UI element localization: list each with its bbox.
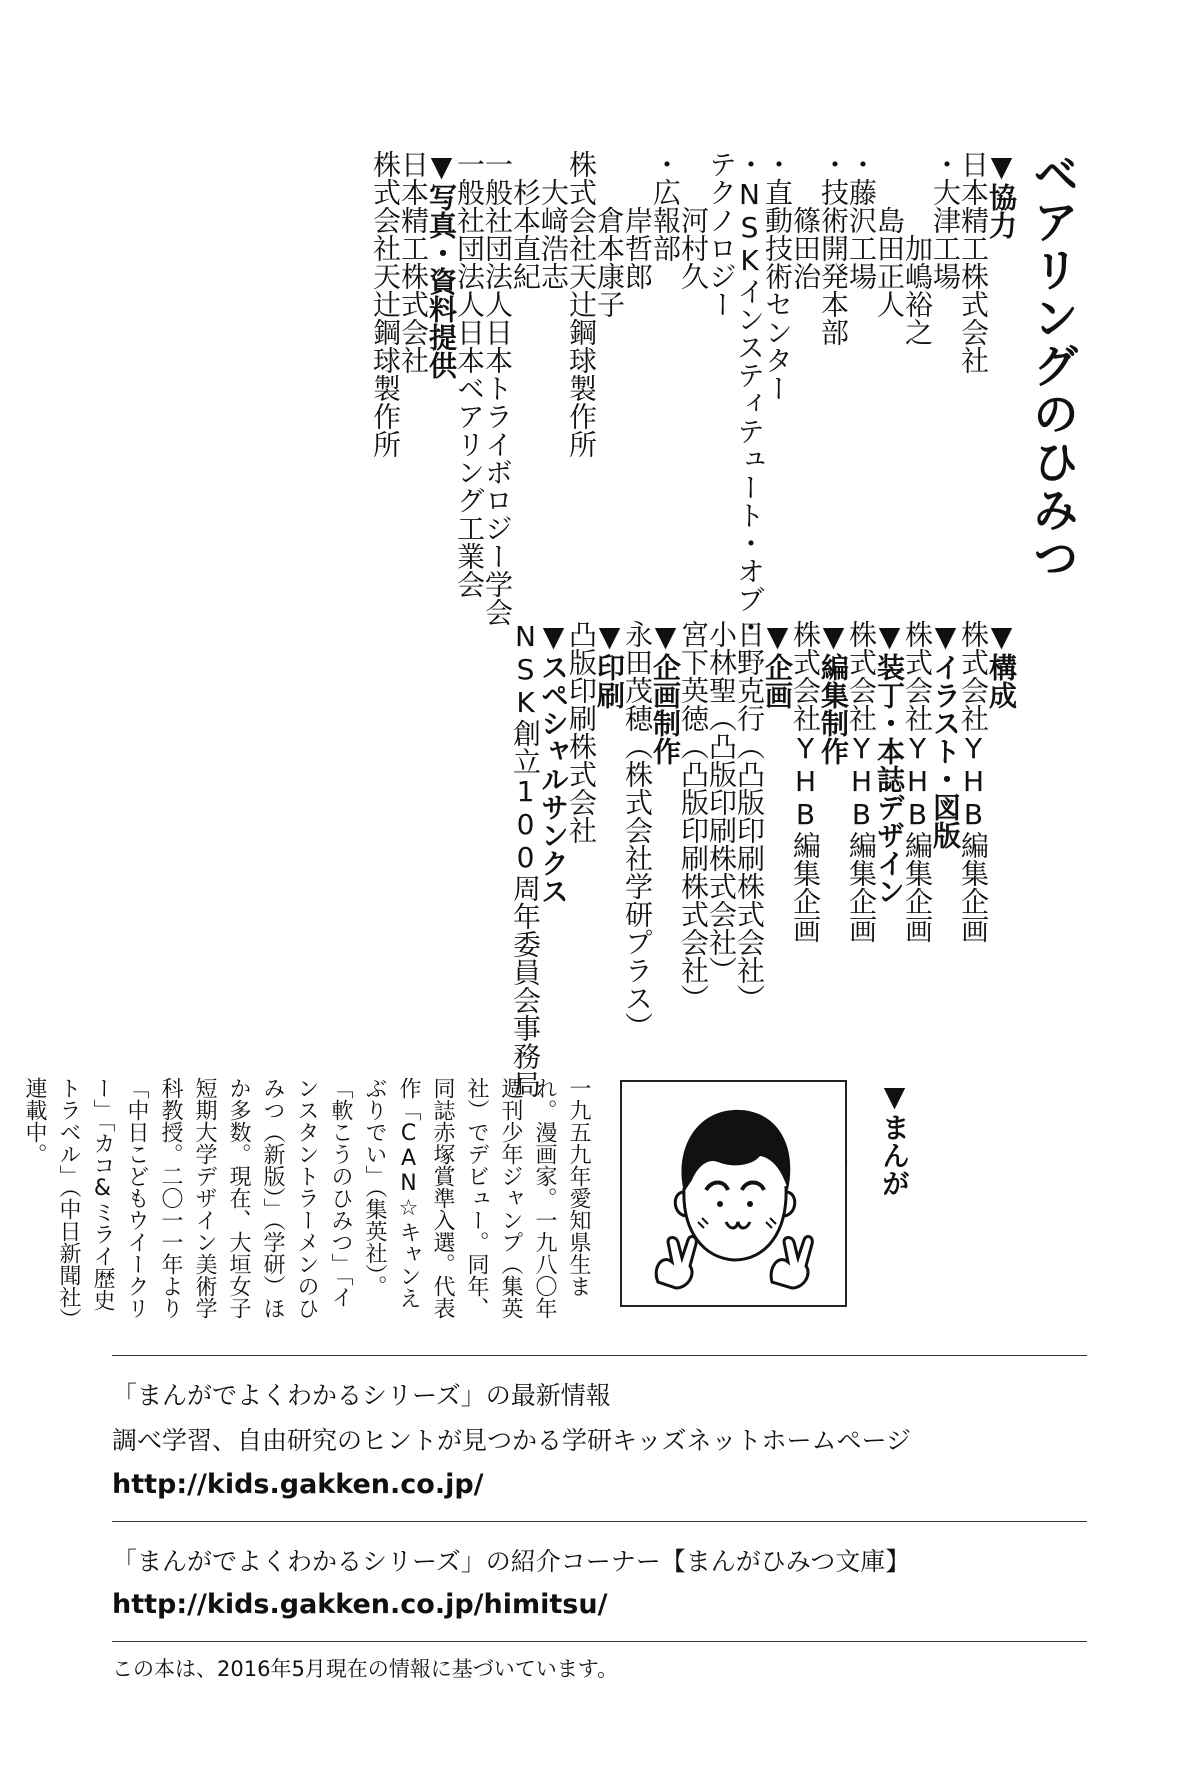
block1-line: ・直動技術センター <box>761 150 794 402</box>
divider-top <box>112 1355 1087 1356</box>
block2-line: 日野克行（凸版印刷株式会社） <box>733 620 766 1012</box>
info1-url-link[interactable]: http://kids.gakken.co.jp/ <box>112 1469 484 1500</box>
block1-line: 岸哲郎 <box>621 206 654 290</box>
block2-line: 宮下英徳（凸版印刷株式会社） <box>677 620 710 1012</box>
block2-line: 株式会社YHB編集企画 <box>901 620 934 943</box>
manga-heading: ▼まんが <box>878 1080 911 1197</box>
block1-line: ・NSKインスティテュート・オブ・ <box>733 150 766 641</box>
block1-line: 一般社団法人日本トライボロジー学会 <box>481 150 514 626</box>
author-portrait <box>620 1080 847 1307</box>
block2-line: ▼装丁・本誌デザイン <box>873 620 906 905</box>
block1-line: 島田正人 <box>873 206 906 318</box>
author-caricature-icon <box>622 1082 845 1305</box>
block1-line: ・広報部 <box>649 150 682 262</box>
info2-url-link[interactable]: http://kids.gakken.co.jp/himitsu/ <box>112 1589 608 1620</box>
credits-block-production <box>509 620 1018 1098</box>
block1-line: テクノロジー <box>705 150 738 318</box>
block1-line: 日本精工株式会社 <box>397 150 430 374</box>
block1-line: 加嶋裕之 <box>901 234 934 346</box>
info2-title: 「まんがでよくわかるシリーズ」の紹介コーナー【まんがひみつ文庫】 <box>112 1547 911 1576</box>
block1-line: 倉本康子 <box>593 206 626 318</box>
info-date-note: この本は、2016年5月現在の情報に基づいています。 <box>112 1657 619 1681</box>
block1-line: ・藤沢工場 <box>845 150 878 290</box>
credits-block-cooperation <box>369 150 1018 641</box>
block1-line: 株式会社天辻鋼球製作所 <box>369 150 402 458</box>
block2-line: 株式会社YHB編集企画 <box>789 620 822 943</box>
block1-line: ・大津工場 <box>929 150 962 290</box>
block1-line: 篠田治 <box>789 206 822 290</box>
block2-line: ▼編集制作 <box>817 620 850 765</box>
block1-line: ・技術開発本部 <box>817 150 850 346</box>
block2-line: ▼スペシャルサンクス <box>537 620 570 905</box>
block2-line: ▼企画 <box>761 620 794 709</box>
block2-line: 株式会社YHB編集企画 <box>845 620 878 943</box>
block2-line: 小林聖（凸版印刷株式会社） <box>705 620 738 984</box>
block1-line: 杉本直紀 <box>509 178 542 290</box>
block1-line: 大﨑浩志 <box>537 178 570 290</box>
block2-line: 凸版印刷株式会社 <box>565 620 598 844</box>
block1-line: 株式会社天辻鋼球製作所 <box>565 150 598 458</box>
page-title: ベアリングのひみつ <box>1026 150 1080 582</box>
block1-line: ▼協力 <box>985 150 1018 239</box>
divider-middle <box>112 1521 1087 1522</box>
block2-line: NSK創立100周年委員会事務局 <box>509 620 542 1098</box>
block1-line: 日本精工株式会社 <box>957 150 990 374</box>
block1-line: 河村久 <box>677 206 710 290</box>
block2-line: ▼印刷 <box>593 620 626 709</box>
block1-line: 一般社団法人日本ベアリング工業会 <box>453 150 486 598</box>
info1-description: 調べ学習、自由研究のヒントが見つかる学研キッズネットホームページ <box>112 1426 912 1455</box>
block2-line: ▼企画制作 <box>649 620 682 765</box>
block2-line: 株式会社YHB編集企画 <box>957 620 990 943</box>
divider-bottom <box>112 1641 1087 1642</box>
block1-line: ▼写真・資料提供 <box>425 150 458 379</box>
manga-author-bio: 一九五九年愛知県生まれ。漫画家。一九八〇年週刊少年ジャンプ（集英社）でデビュー。同年、同誌赤塚賞準入選。代表作「CAN☆キャンえぶりでい」（集英社）。「軟こうのひみつ」「インスタントラーメンのひみつ（新版）」（学研）ほか多数。現在、大垣女子短期大学デザイン美術学科教授。二〇一一年より「中日こどもウイークリー」「カコ&ミライ歴史トラベル」（中日新聞社）連載中。 <box>22 1077 591 1319</box>
block2-line: 永田茂穂（株式会社学研プラス） <box>621 620 654 1040</box>
block2-line: ▼イラスト・図版 <box>929 620 962 849</box>
info1-title: 「まんがでよくわかるシリーズ」の最新情報 <box>112 1381 611 1410</box>
block2-line: ▼構成 <box>985 620 1018 709</box>
